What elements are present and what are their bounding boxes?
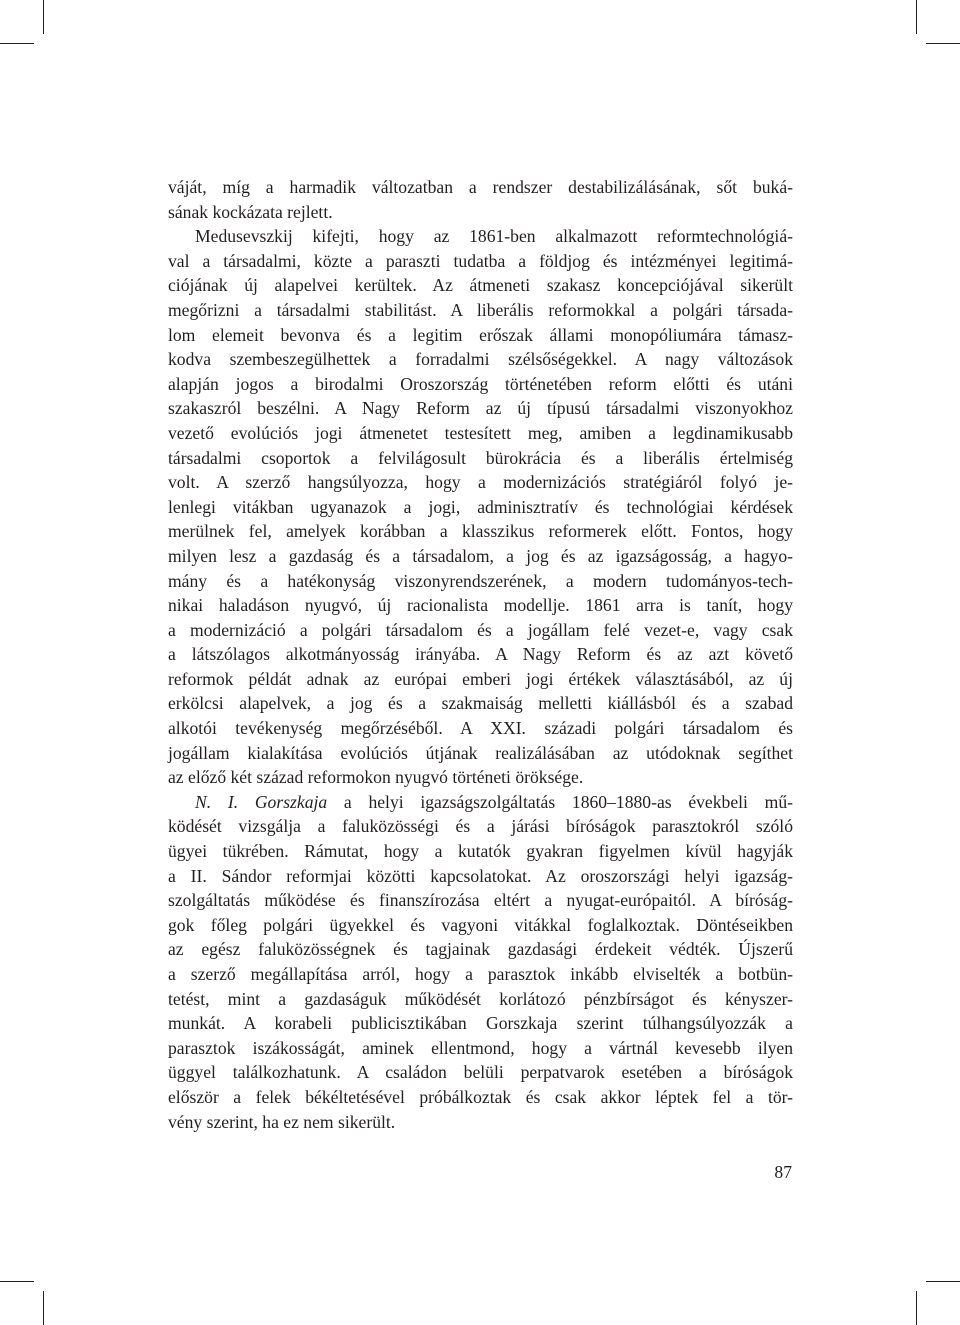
crop-mark xyxy=(43,0,44,34)
text-line: megőrizni a társadalmi stabilitást. A liberális reformokkal a polgári társada- xyxy=(168,299,793,320)
text-line: szolgáltatás működése és finanszírozása eltért a nyugat-európaitól. A bíróság- xyxy=(168,890,793,911)
text-line: vény szerint, ha ez nem sikerült. xyxy=(168,1111,396,1132)
text-line: ügyei tükrében. Rámutat, hogy a kutatók gyakran figyelmen kívül hagyják xyxy=(168,841,793,862)
text-line: váját, míg a harmadik változatban a rendszer destabilizálásának, sőt buká- xyxy=(168,177,793,197)
page-number: 87 xyxy=(774,1162,792,1182)
text-line: szakaszról beszélni. A Nagy Reform az új típusú társadalmi viszonyokhoz xyxy=(168,398,793,419)
text-line: munkát. A korabeli publicisztikában Gorszkaja szerint túlhangsúlyozzák a xyxy=(168,1013,793,1034)
text-line: milyen lesz a gazdaság és a társadalom, a jog és az igazságosság, a hagyo- xyxy=(168,545,793,566)
text-line: kodva szembeszegülhettek a forradalmi szélsőségekkel. A nagy változások xyxy=(168,349,793,370)
text-line: lom elemeit bevonva és a legitim erőszak állami monopóliumára támasz- xyxy=(168,324,793,345)
crop-mark xyxy=(43,1291,44,1325)
text-line: társadalmi csoportok a felvilágosult bürokrácia és a liberális értelmiség xyxy=(168,447,793,468)
author-name: N. I. Gorszkaja xyxy=(195,791,328,812)
text-line: sának kockázata rejlett. xyxy=(168,201,333,222)
text-line: lenlegi vitákban ugyanazok a jogi, adminisztratív és technológiai kérdések xyxy=(168,496,793,517)
text-line: parasztok iszákosságát, aminek ellentmond, hogy a vártnál kevesebb ilyen xyxy=(168,1037,793,1058)
text-line: alapján jogos a birodalmi Oroszország történetében reform előtti és utáni xyxy=(168,373,793,394)
text-line: jogállam kialakítása evolúciós útjának realizálásában az utódoknak segíthet xyxy=(168,742,793,763)
crop-mark xyxy=(926,43,960,44)
text-line xyxy=(168,790,793,815)
text-line: az egész faluközösségnek és tagjainak gazdasági érdekeit védték. Újszerű xyxy=(168,939,793,960)
text-line: merülnek fel, amelyek korábban a klasszikus reformerek előtt. Fontos, hogy xyxy=(168,521,793,542)
text-line: a modernizáció a polgári társadalom és a jogállam felé vezet-e, vagy csak xyxy=(168,619,793,640)
crop-mark xyxy=(0,1281,34,1282)
text-line: reformok példát adnak az európai emberi jogi értékek választásából, az új xyxy=(168,668,793,689)
text-line: az előző két század reformokon nyugvó történeti öröksége. xyxy=(168,767,584,788)
text-line: erkölcsi alapelvek, a jog és a szakmaiság melletti kiállásból és a szabad xyxy=(168,693,793,714)
text-line: val a társadalmi, közte a paraszti tudatba a földjog és intézményei legitimá- xyxy=(168,250,793,271)
crop-mark xyxy=(916,0,917,34)
text-line: a szerző megállapítása arról, hogy a parasztok inkább elviselték a botbün- xyxy=(168,964,793,984)
text-line: ködését vizsgálja a faluközösségi és a járási bíróságok parasztokról szóló xyxy=(168,816,793,837)
text-line: vezető evolúciós jogi átmenetet testesített meg, amiben a legdinamikusabb xyxy=(168,422,793,443)
text-line: volt. A szerző hangsúlyozza, hogy a modernizációs stratégiáról folyó je- xyxy=(168,472,793,493)
crop-mark xyxy=(926,1281,960,1282)
text-line: üggyel találkozhatunk. A családon belüli perpatvarok esetében a bíróságok xyxy=(168,1062,793,1083)
text-line: alkotói tevékenység megőrzéséből. A XXI. századi polgári társadalom és xyxy=(168,718,793,739)
crop-mark xyxy=(916,1291,917,1325)
text-run: a helyi igazságszolgáltatás 1860–1880-as évekbeli mű- xyxy=(327,791,793,812)
text-line: Medusevszkij kifejti, hogy az 1861-ben alkalmazott reformtechnológiá- xyxy=(195,226,793,247)
text-line: mány és a hatékonyság viszonyrendszerének, a modern tudományos-tech- xyxy=(168,570,793,591)
text-line: a látszólagos alkotmányosság irányába. A Nagy Reform és az azt követő xyxy=(168,644,793,665)
text-line: tetést, mint a gazdaságuk működését korlátozó pénzbírságot és kényszer- xyxy=(168,988,793,1009)
text-line: a II. Sándor reformjai közötti kapcsolatokat. Az oroszországi helyi igazság- xyxy=(168,865,793,886)
text-line: először a felek békéltetésével próbálkoztak és csak akkor léptek fel a tör- xyxy=(168,1086,793,1107)
text-line: nikai haladáson nyugvó, új racionalista modellje. 1861 arra is tanít, hogy xyxy=(168,595,793,616)
text-line: gok főleg polgári ügyekkel és vagyoni vitákkal foglalkoztak. Döntéseikben xyxy=(168,914,793,935)
crop-mark xyxy=(0,43,34,44)
text-line: ciójának új alapelvei kerültek. Az átmeneti szakasz koncepciójával sikerült xyxy=(168,275,793,296)
body-text xyxy=(168,175,793,1134)
